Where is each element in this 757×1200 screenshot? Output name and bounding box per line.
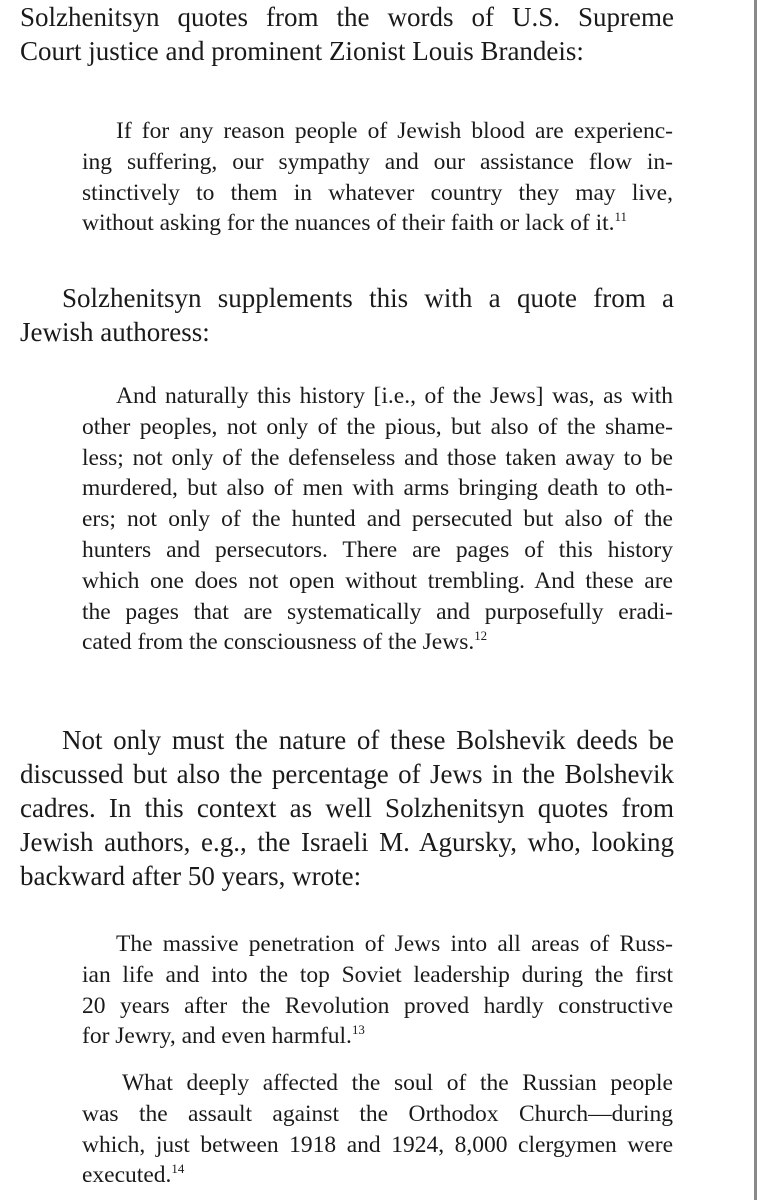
text-line: which one does not open without trembling. And these are [82,567,673,594]
text-line: other peoples, not only of the pious, but also of the shame- [82,413,673,440]
text-line-content: for Jewry, and even harmful. [82,1023,352,1050]
text-line-content: cated from the consciousness of the Jews. [82,629,475,656]
text-line: backward after 50 years, wrote: [20,861,362,891]
block-quote-1 [82,116,673,239]
text-line: Not only must the nature of these Bolshevik deeds be [62,725,674,755]
text-line: was the assault against the Orthodox Church—during [82,1100,673,1127]
text-line: If for any reason people of Jewish blood are experienc- [116,118,673,144]
body-paragraph-1 [20,0,674,68]
text-line: Jewish authoress: [20,317,210,347]
text-line [82,1021,673,1052]
text-line: 20 years after the Revolution proved hardly constructive [82,992,673,1019]
footnote-marker: 13 [351,1022,365,1038]
text-line: ian life and into the top Soviet leadership during the first [82,961,673,988]
text-line: murdered, but also of men with arms bringing death to oth- [82,475,673,502]
text-line: which, just between 1918 and 1924, 8,000 clergymen were [82,1131,673,1158]
block-quote-2 [82,381,673,658]
text-line: Solzhenitsyn quotes from the words of U.S. Supreme [20,2,674,32]
text-line: Jewish authors, e.g., the Israeli M. Agursky, who, looking [20,827,674,857]
text-line-content: without asking for the nuances of their faith or lack of it. [82,210,615,237]
text-line: And naturally this history [i.e., of the Jews] was, as with [116,383,673,409]
footnote-marker: 11 [614,209,627,225]
text-line: cadres. In this context as well Solzhenitsyn quotes from [20,793,674,823]
text-line [82,208,673,239]
text-line-content: executed. [82,1162,172,1189]
footnote-marker: 14 [171,1161,185,1177]
block-quote-3 [82,929,673,1052]
text-line: discussed but also the percentage of Jews in the Bolshevik [20,759,674,789]
text-line: What deeply affected the soul of the Russian people [122,1070,673,1096]
footnote-marker: 12 [474,628,488,644]
text-line: Court justice and prominent Zionist Louis Brandeis: [20,36,584,66]
text-line: hunters and persecutors. There are pages of this history [82,536,673,563]
text-line [82,1160,673,1191]
text-line: ers; not only of the hunted and persecuted but also of the [82,506,673,533]
text-line: stinctively to them in whatever country they may live, [82,179,673,206]
text-line: less; not only of the defenseless and those taken away to be [82,444,673,471]
text-line: Solzhenitsyn supplements this with a quote from a [62,283,674,313]
text-line: ing suffering, our sympathy and our assistance flow in- [82,148,673,175]
block-quote-4 [82,1068,673,1191]
text-line: The massive penetration of Jews into all areas of Russ- [116,931,673,957]
body-paragraph-2 [20,281,674,349]
text-line [82,627,673,658]
body-paragraph-3 [20,723,674,893]
text-line: the pages that are systematically and purposefully eradi- [82,598,673,625]
